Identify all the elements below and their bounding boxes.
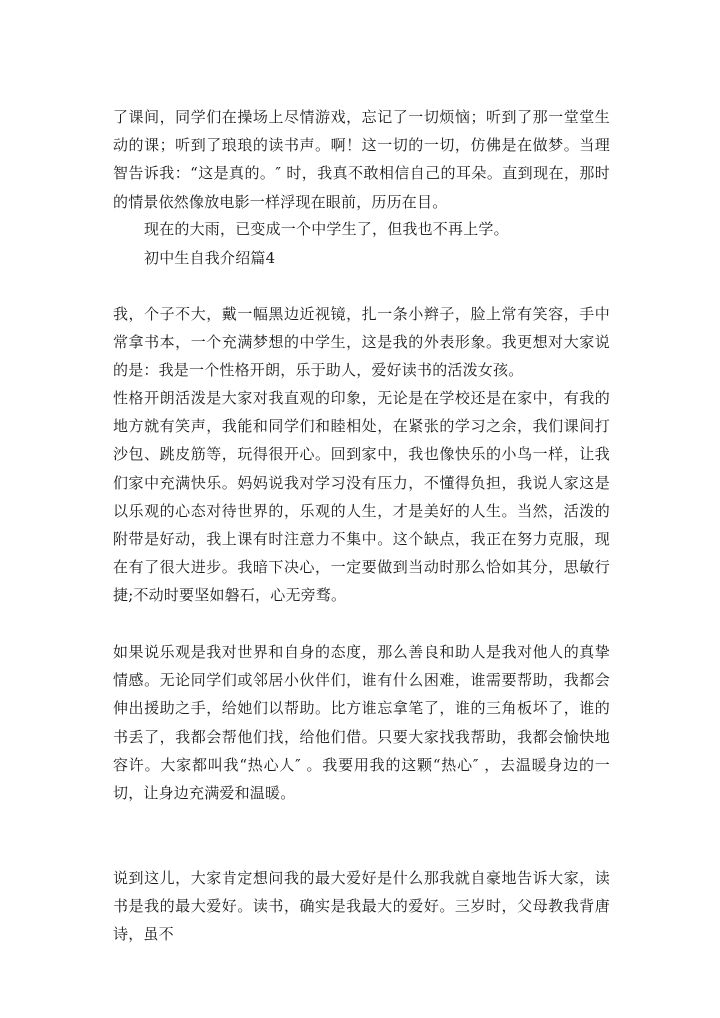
paragraph-no-longer-school: 现在的大雨，已变成一个中学生了，但我也不再上学。 bbox=[144, 220, 509, 238]
paragraph-class-memories: 了课间，同学们在操场上尽情游戏，忘记了一切烦恼；听到了那一堂堂生动的课；听到了琅琅的读书声。啊！这一切的一切，仿佛是在做梦。当理智告诉我：“这是真的。″ 时，我真不敢相信自己的耳朵。直到现在，那时的情景依然像放电影一样浮现在眼前，历历在目。 bbox=[113, 108, 610, 211]
paragraph-helpfulness: 如果说乐观是我对世界和自身的态度，那么善良和助人是我对他人的真挚情感。无论同学们或邻居小伙伴们，谁有什么困难，谁需要帮助，我都会伸出援助之手，给她们以帮助。比方谁忘拿笔了，谁的三角板坏了，谁的书丢了，我都会帮他们找，给他们借。只要大家找我帮助，我都会愉快地容许。大家都叫我“热心人″ 。我要用我的这颗“热心″ ，去温暖身边的一切，让身边充满爱和温暖。 bbox=[113, 643, 610, 803]
paragraph-personality: 性格开朗活泼是大家对我直观的印象，无论是在学校还是在家中，有我的地方就有笑声，我能和同学们和睦相处，在紧张的学习之余，我们课间打沙包、跳皮筋等，玩得很开心。回到家中，我也像快乐的小鸟一样，让我们家中充满快乐。妈妈说我对学习没有压力，不懂得负担，我说人家这是以乐观的心态对待世界的，乐观的人生，才是美好的人生。当然，活泼的附带是好动，我上课有时注意力不集中。这个缺点，我正在努力克服，现在有了很大进步。我暗下决心，一定要做到当动时那么恰如其分，思敏行捷;不动时要坚如磐石，心无旁骛。 bbox=[113, 389, 610, 605]
paragraph-reading-hobby: 说到这儿，大家肯定想问我的最大爱好是什么那我就自豪地告诉大家，读书是我的最大爱好。读书，确实是我最大的爱好。三岁时，父母教我背唐诗，虽不 bbox=[113, 869, 610, 944]
paragraph-appearance: 我，个子不大，戴一幅黑边近视镜，扎一条小辫子，脸上常有笑容，手中常拿书本，一个充满梦想的中学生，这是我的外表形象。我更想对大家说的是：我是一个性格开朗，乐于助人，爱好读书的活泼女孩。 bbox=[113, 305, 610, 380]
section-heading: 初中生自我介绍篇4 bbox=[144, 249, 276, 267]
